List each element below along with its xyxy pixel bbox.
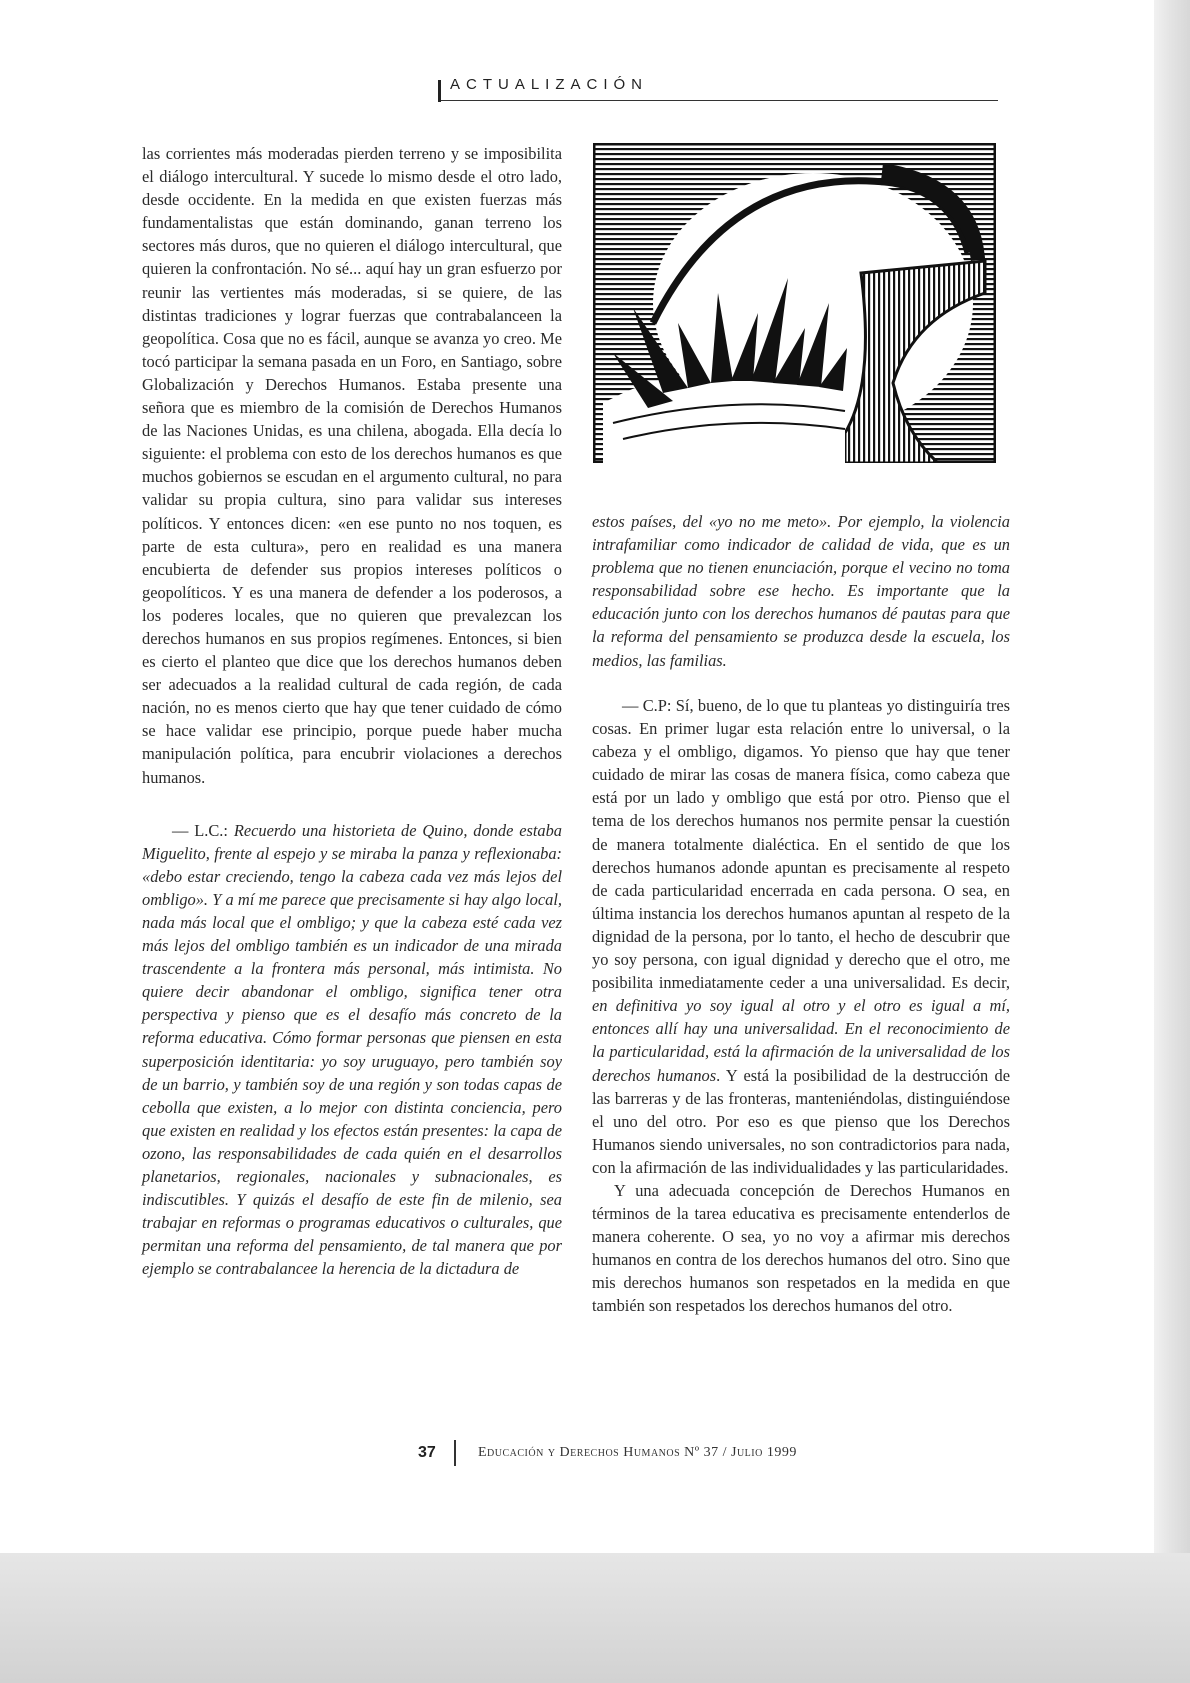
scan-page-edge-right	[1154, 0, 1190, 1683]
header-bar	[438, 80, 441, 102]
footer-separator	[454, 1440, 456, 1466]
left-paragraph-2	[142, 819, 562, 1281]
page-number: 37	[418, 1444, 436, 1461]
page-footer	[418, 1440, 978, 1470]
left-paragraph-1: las corrientes más moderadas pierden terreno y se imposibilita el diálogo intercultural. Y sucede lo mismo desde el otro lado, desde occidente. En la medida en que existen fuerzas más fundamentalistas que están dominando, ganan terreno los sectores más duros, que no quieren el diálogo intercultural, que quieren la confrontación. No sé... aquí hay un gran esfuerzo por reunir las vertientes más moderadas, si se quiere, de las distintas tradiciones y lograr fuerzas que contrabalanceen la geopolítica. Cosa que no es fácil, aunque se avanza yo creo. Me tocó participar la semana pasada en un Foro, en Santiago, sobre Globalización y Derechos Humanos. Estaba presente una señora que es miembro de la comisión de Derechos Humanos de las Naciones Unidas, es una chilena, abogada. Ella decía lo siguiente: el problema con esto de los derechos humanos es que muchos gobiernos se escudan en el argumento cultural, no para validar su propia cultura, sino para validar sus intereses políticos. Y entonces dicen: «en ese punto no nos toquen, es parte de esta cultura», pero en realidad es una manera encubierta de defender sus propios intereses políticos o geopolíticos. Y es una manera de defender a los poderosos, a los poderes locales, que no quieren que prevalezcan los derechos humanos en sus propios regímenes. Entonces, si bien es cierto el planteo que dice que los derechos humanos deben ser adecuados a la realidad cultural de cada región, de cada nación, no es menos cierto que hay que tener cuidado de cómo se hace validar ese principio, porque puede haber mucha manipulación política, para encubrir violaciones a derechos humanos.	[142, 144, 562, 787]
right-column-top	[592, 510, 1010, 672]
left-column	[142, 142, 562, 1281]
lc-statement: Recuerdo una historieta de Quino, donde estaba Miguelito, frente al espejo y se miraba la panza y reflexionaba: «debo estar creciendo, tengo la cabeza cada vez más lejos del ombligo». Y a mí me parece que precisamente si hay algo local, nada más local que el ombligo; y que la cabeza esté cada vez más lejos del ombligo también es un indicador de una mirada trascendente a la frontera más personal, más intimista. No quiere decir abandonar el ombligo, significa tener otra perspectiva y pienso que es el desafío más concreto de la reforma educativa. Cómo formar personas que piensen en esta superposición identitaria: yo soy uruguayo, pero también soy de un barrio, y también soy de una región y son todas capas de cebolla que existen, a lo mejor con distinta conciencia, pero que existen en realidad y los efectos están presentes: la capa de ozono, las responsabilidades de cada quién en el desarrollos planetarios, regionales, nacionales y subnacionales, es indiscutibles. Y quizás el desafío de este fin de milenio, sea trabajar en reformas o programas educativos o culturales, que permitan una reforma del pensamiento, de tal manera que por ejemplo se contrabalancee la herencia de la dictadura de	[142, 820, 562, 1279]
scan-page-edge-bottom	[0, 1553, 1190, 1683]
woodcut-illustration	[593, 143, 996, 463]
publication-info: Educación y Derechos Humanos Nº 37 / Julio 1999	[478, 1445, 797, 1460]
cp-statement-a: — C.P: Sí, bueno, de lo que tu planteas yo distinguiría tres cosas. En primer lugar esta relación entre lo universal, o la cabeza y el ombligo, digamos. Yo pienso que hay que tener cuidado de mirar las cosas de manera física, como cabeza que está por un lado y ombligo que está por otro. Pienso que el tema de los derechos humanos nos permite pensar la cuestión de manera totalmente dialéctica. En el sentido de que los derechos humanos adonde apuntan es precisamente al respeto de cada particularidad encerrada en cada persona. O sea, en última instancia los derechos humanos apuntan al respeto de la dignidad de la persona, por lo tanto, el hecho de descubrir que yo soy persona, con igual dignidad y derecho que el otro, me posibilita inmediatamente ceder a una universalidad. Es decir,	[592, 696, 1010, 993]
cp-statement-italic: en definitiva yo soy igual al otro y el otro es igual a mí, entonces allí hay una universalidad. En el reconocimiento de la particularidad, está la afirmación de la universalidad de los derechos humanos	[592, 996, 1010, 1085]
right-column-bottom	[592, 694, 1010, 1318]
section-header	[438, 76, 998, 101]
right-paragraph-3: Y una adecuada concepción de Derechos Humanos en términos de la tarea educativa es precisamente entenderlos de manera coherente. O sea, yo no voy a afirmar mis derechos humanos en contra de los derechos humanos del otro. Sino que mis derechos humanos son respetados en la medida en que también son respetados los derechos humanos del otro.	[592, 1180, 1010, 1316]
right-paragraph-1: estos países, del «yo no me meto». Por ejemplo, la violencia intrafamiliar como indicador de calidad de vida, que es un problema que no tienen enunciación, porque el vecino no toma responsabilidad sobre ese hecho. Es importante que la educación junto con los derechos humanos dé pautas para que la reforma del pensamiento se produzca desde la escuela, los medios, las familias.	[592, 512, 1010, 670]
speaker-lc: — L.C.:	[172, 820, 234, 840]
section-title: ACTUALIZACIÓN	[450, 76, 649, 93]
cp-statement-c: . Y está la posibilidad de la destrucción de las barreras y de las fronteras, manteniéndolas, distinguiéndose el uno del otro. Por eso es que pienso que los Derechos Humanos siendo universales, no son contradictorios para nada, con la afirmación de las individualidades y las particularidades.	[592, 1065, 1010, 1177]
right-paragraph-2	[592, 694, 1010, 1179]
